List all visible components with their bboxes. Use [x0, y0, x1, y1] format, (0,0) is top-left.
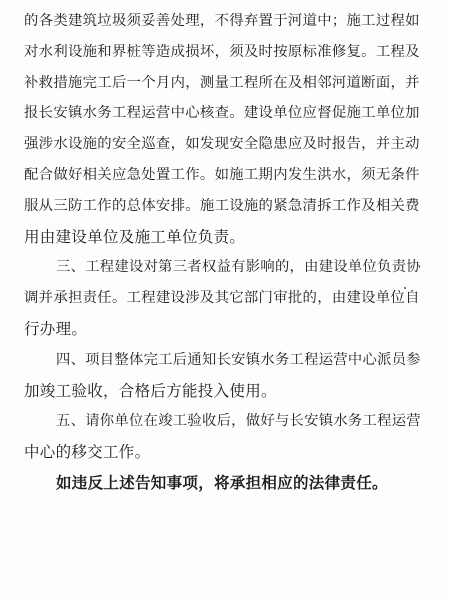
document-body [24, 6, 428, 499]
text-line: 的各类建筑垃圾须妥善处理，不得弃置于河道中；施工过程如 [24, 13, 420, 29]
text-line: 三、工程建设对第三者权益有影响的，由建设单位负责协 [56, 259, 421, 276]
paragraph-continuation [24, 6, 428, 252]
text-line: 四、项目整体完工后通知长安镇水务工程运营中心派员参 [56, 351, 421, 368]
text-line: 配合做好相关应急处置工作。如施工期内发生洪水，须无条件 [24, 166, 420, 183]
text-line: 强涉水设施的安全巡查，如发现安全隐患应及时报告，并主动 [24, 136, 420, 153]
text-line: 行办理。 [24, 319, 88, 338]
scan-speck [404, 287, 406, 289]
text-line: 对水利设施和界桩等造成损坏，须及时按原标准修复。工程及 [24, 43, 420, 60]
paragraph-item-5 [24, 406, 428, 468]
text-line: 补救措施完工后一个月内，测量工程所在及相邻河道断面，并 [24, 74, 420, 91]
text-line: 中心的移交工作。 [24, 443, 151, 462]
text-line: 服从三防工作的总体安排。施工设施的紧急清拆工作及相关费 [24, 197, 420, 214]
text-line: 加竣工验收，合格后方能投入使用。 [24, 381, 277, 400]
paragraph-item-3 [24, 252, 428, 344]
text-line: 报长安镇水务工程运营中心核查。建设单位应督促施工单位加 [24, 105, 420, 122]
text-line: 调并承担责任。工程建设涉及其它部门审批的，由建设单位自 [24, 290, 420, 307]
paragraph-warning [24, 468, 428, 499]
text-line: 五、请你单位在竣工验收后，做好与长安镇水务工程运营 [56, 413, 421, 430]
text-line: 用由建设单位及施工单位负责。 [24, 227, 246, 246]
paragraph-item-4 [24, 345, 428, 407]
text-line: 如违反上述告知事项，将承担相应的法律责任。 [56, 472, 388, 492]
